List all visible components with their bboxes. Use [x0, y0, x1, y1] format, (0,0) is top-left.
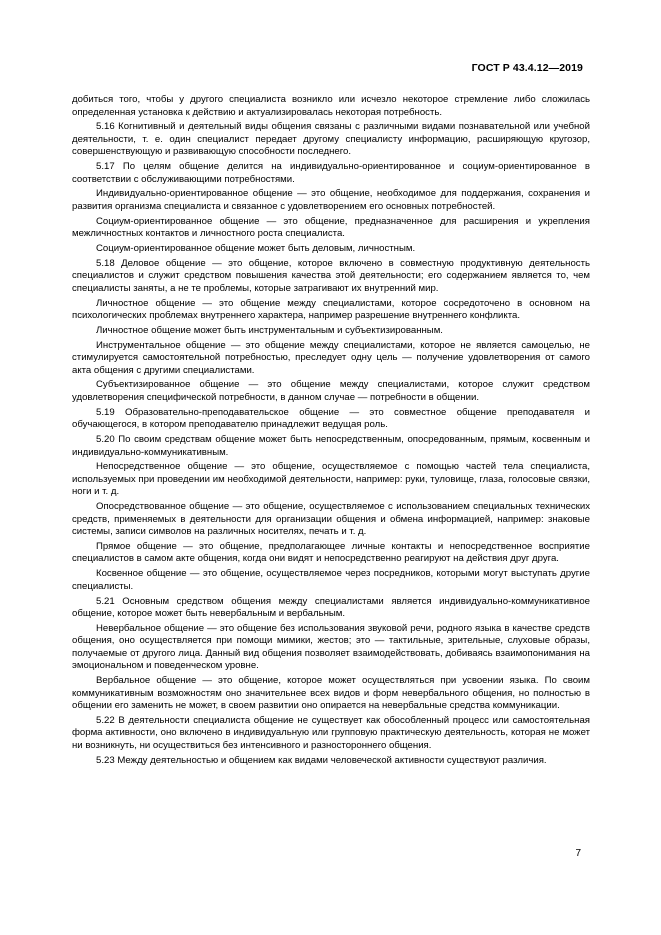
paragraph: Социум-ориентированное общение — это общение, предназначенное для расширения и укрепления межличностных контактов и личностного роста специалиста. [72, 215, 590, 240]
paragraph: 5.20 По своим средствам общение может быть непосредственным, опосредованным, прямым, косвенным и индивидуально-коммуникативным. [72, 434, 590, 458]
paragraph: 5.16 Когнитивный и деятельный виды общения связаны с различными видами познавательной или учебной деятельности, т. е. один специалист передает другому специалисту информацию, расширяющую кругозор, совершенствующую и развивающую способности последнего. [72, 121, 590, 158]
paragraph: Вербальное общение — это общение, которое может осуществляться при усвоении языка. По своим коммуникативным возможностям оно значительнее всех видов и форм невербального общения, но полностью в общении его заменить не может, в своем развитии оно опирается на невербальные средства коммуникации. [72, 675, 590, 712]
paragraph: 5.18 Деловое общение — это общение, которое включено в совместную продуктивную деятельность специалистов и служит средством повышения качества этой деятельности; его содержанием является то, чем специалисты заняты, а не те проблемы, которые затрагивают их внутренний мир. [72, 257, 590, 294]
page-number: 7 [575, 848, 581, 859]
paragraph: 5.21 Основным средством общения между специалистами является индивидуально-коммуникативное общение, которое может быть невербальным и вербальным. [72, 595, 590, 620]
paragraph: Прямое общение — это общение, предполагающее личные контакты и непосредственное восприятие специалистов в самом акте общения, когда они видят и непосредственно реагируют на действия друг друга. [72, 540, 590, 565]
paragraph: 5.22 В деятельности специалиста общение не существует как обособленный процесс или самостоятельная форма активности, оно включено в индивидуальную или групповую практическую деятельность, которая не может ни возникнуть, ни осуществиться без интенсивного и разностороннего общения. [72, 714, 590, 751]
paragraph: Невербальное общение — это общение без использования звуковой речи, родного языка в качестве средств общения, оно осуществляется при помощи мимики, жестов; это — тактильные, зрительные, слуховые образы, получаемые от другого лица. Данный вид общения позволяет взаимодействовать, добиваясь взаимопонимания на эмоциональном и поведенческом уровне. [72, 622, 590, 672]
paragraph: Непосредственное общение — это общение, осуществляемое с помощью частей тела специалиста, используемых при проведении им необходимой деятельности, например: руки, туловище, глаза, голосовые связки, ноги и т. д. [72, 461, 590, 498]
paragraph: Субъектизированное общение — это общение между специалистами, которое служит средством удовлетворения специфической потребности, в данном случае — потребности в общении. [72, 379, 590, 403]
paragraph: Социум-ориентированное общение может быть деловым, личностным. [96, 242, 416, 254]
paragraph: Индивидуально-ориентированное общение — это общение, необходимое для поддержания, сохранения и развития организма специалиста и связанное с удовлетворением его основных потребностей. [72, 188, 590, 212]
document-header: ГОСТ Р 43.4.12—2019 [471, 62, 583, 74]
paragraph: 5.23 Между деятельностью и общением как видами человеческой активности существуют различия. [96, 754, 547, 766]
paragraph: Личностное общение — это общение между специалистами, которое сосредоточено в основном на психологических проблемах внутреннего характера, например разрешение внутреннего конфликта. [72, 297, 590, 322]
paragraph: Опосредствованное общение — это общение, осуществляемое с использованием специальных технических средств, применяемых в деятельности для организации общения и обмена информацией, например: знаковые системы, записи символов на различных носителях, печать и т. д. [72, 501, 590, 538]
paragraph: добиться того, чтобы у другого специалиста возникло или исчезло некоторое стремление либо сложилась определенная установка к действию и актуализировалась некоторая потребность. [72, 94, 590, 118]
paragraph: Инструментальное общение — это общение между специалистами, которое не является самоцелью, не стимулируется самостоятельной потребностью, преследует одну цель — получение удовлетворения от самого акта общения с другими специалистами. [72, 339, 590, 376]
body-text [72, 94, 590, 770]
paragraph: 5.17 По целям общение делится на индивидуально-ориентированное и социум-ориентированное в соответствии с обслуживающими потребностями. [72, 161, 590, 185]
paragraph: Личностное общение может быть инструментальным и субъектизированным. [96, 324, 443, 336]
paragraph: Косвенное общение — это общение, осуществляемое через посредников, которыми могут выступать другие специалисты. [72, 568, 590, 592]
paragraph: 5.19 Образовательно-преподавательское общение — это совместное общение преподавателя и обучающегося, в котором преподавателю принадлежит ведущая роль. [72, 406, 590, 431]
